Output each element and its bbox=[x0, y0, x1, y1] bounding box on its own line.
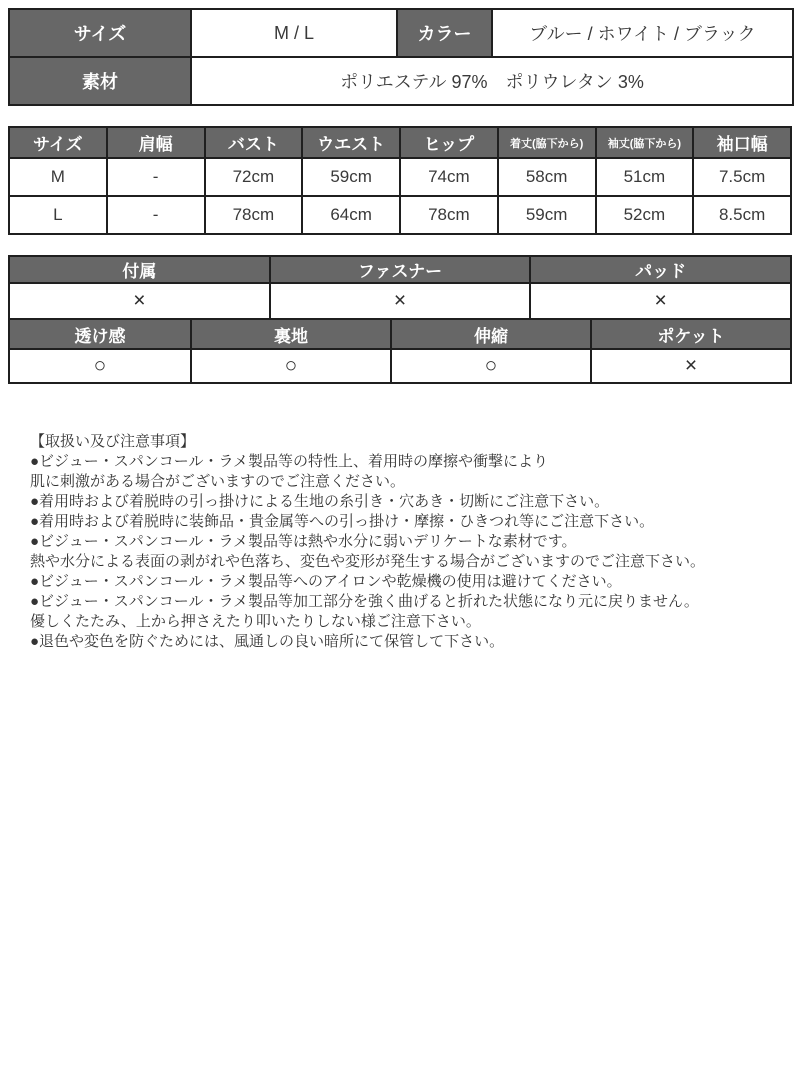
col-header-cuff-width: 袖口幅 bbox=[693, 127, 791, 158]
features2-value-row bbox=[9, 349, 791, 383]
cell-waist: 59cm bbox=[302, 158, 400, 196]
size-color-material-table bbox=[8, 8, 794, 106]
features2-header-row bbox=[9, 319, 791, 349]
notes-line: ●ビジュー・スパンコール・ラメ製品等の特性上、着用時の摩擦や衝撃により bbox=[30, 453, 549, 470]
col-header-bust: バスト bbox=[205, 127, 303, 158]
col-header-waist: ウエスト bbox=[302, 127, 400, 158]
measurements-table bbox=[8, 126, 792, 235]
sheerness-flag: ○ bbox=[9, 349, 191, 383]
color-value-cell: ブルー / ホワイト / ブラック bbox=[492, 9, 793, 57]
col-header-size: サイズ bbox=[9, 127, 107, 158]
measurement-row-l bbox=[9, 196, 791, 234]
cell-cuff-width: 8.5cm bbox=[693, 196, 791, 234]
cell-bust: 78cm bbox=[205, 196, 303, 234]
col-header-stretch: 伸縮 bbox=[391, 319, 591, 349]
color-label-cell: カラー bbox=[397, 9, 492, 57]
notes-line: ●退色や変色を防ぐためには、風通しの良い暗所にて保管して下さい。 bbox=[30, 633, 505, 650]
notes-line: ●着用時および着脱時に装飾品・貴金属等への引っ掛け・摩擦・ひきつれ等にご注意下さい。 bbox=[30, 513, 655, 530]
col-header-lining: 裏地 bbox=[191, 319, 391, 349]
material-row bbox=[9, 57, 793, 105]
col-header-fastener: ファスナー bbox=[270, 256, 531, 283]
pad-flag: × bbox=[530, 283, 791, 319]
col-header-pocket: ポケット bbox=[591, 319, 791, 349]
col-header-length: 着丈(脇下から) bbox=[498, 127, 596, 158]
pocket-flag: × bbox=[591, 349, 791, 383]
notes-line: 優しくたたみ、上から押さえたり叩いたりしない様ご注意下さい。 bbox=[30, 613, 481, 630]
col-header-pad: パッド bbox=[530, 256, 791, 283]
notes-line: 肌に刺激がある場合がございますのでご注意ください。 bbox=[30, 473, 406, 490]
size-value-cell: M / L bbox=[191, 9, 397, 57]
measurement-row-m bbox=[9, 158, 791, 196]
measurements-header-row bbox=[9, 127, 791, 158]
material-value-cell: ポリエステル 97% ポリウレタン 3% bbox=[191, 57, 793, 105]
size-color-row bbox=[9, 9, 793, 57]
notes-line: ●ビジュー・スパンコール・ラメ製品等へのアイロンや乾燥機の使用は避けてください。 bbox=[30, 573, 622, 590]
features-table-2 bbox=[8, 318, 792, 384]
cell-shoulder-width: - bbox=[107, 196, 205, 234]
cell-waist: 64cm bbox=[302, 196, 400, 234]
care-notes bbox=[8, 432, 792, 652]
cell-shoulder-width: - bbox=[107, 158, 205, 196]
material-label-cell: 素材 bbox=[9, 57, 191, 105]
stretch-flag: ○ bbox=[391, 349, 591, 383]
cell-hip: 78cm bbox=[400, 196, 498, 234]
cell-sleeve-length: 52cm bbox=[596, 196, 694, 234]
notes-title: 【取扱い及び注意事項】 bbox=[30, 433, 196, 450]
features1-value-row bbox=[9, 283, 791, 319]
col-header-shoulder-width: 肩幅 bbox=[107, 127, 205, 158]
col-header-accessory: 付属 bbox=[9, 256, 270, 283]
cell-size: M bbox=[9, 158, 107, 196]
cell-cuff-width: 7.5cm bbox=[693, 158, 791, 196]
cell-sleeve-length: 51cm bbox=[596, 158, 694, 196]
cell-length: 59cm bbox=[498, 196, 596, 234]
fastener-flag: × bbox=[270, 283, 531, 319]
features1-header-row bbox=[9, 256, 791, 283]
cell-size: L bbox=[9, 196, 107, 234]
notes-line: ●着用時および着脱時の引っ掛けによる生地の糸引き・穴あき・切断にご注意下さい。 bbox=[30, 493, 610, 510]
features-table-1 bbox=[8, 255, 792, 320]
cell-length: 58cm bbox=[498, 158, 596, 196]
lining-flag: ○ bbox=[191, 349, 391, 383]
col-header-sleeve-length: 袖丈(脇下から) bbox=[596, 127, 694, 158]
cell-hip: 74cm bbox=[400, 158, 498, 196]
accessory-flag: × bbox=[9, 283, 270, 319]
size-label-cell: サイズ bbox=[9, 9, 191, 57]
notes-line: ●ビジュー・スパンコール・ラメ製品等加工部分を強く曲げると折れた状態になり元に戻りません。 bbox=[30, 593, 699, 610]
notes-line: 熱や水分による表面の剥がれや色落ち、変色や変形が発生する場合がございますのでご注意下さい。 bbox=[30, 553, 706, 570]
col-header-hip: ヒップ bbox=[400, 127, 498, 158]
col-header-sheerness: 透け感 bbox=[9, 319, 191, 349]
notes-line: ●ビジュー・スパンコール・ラメ製品等は熱や水分に弱いデリケートな素材です。 bbox=[30, 533, 577, 550]
cell-bust: 72cm bbox=[205, 158, 303, 196]
